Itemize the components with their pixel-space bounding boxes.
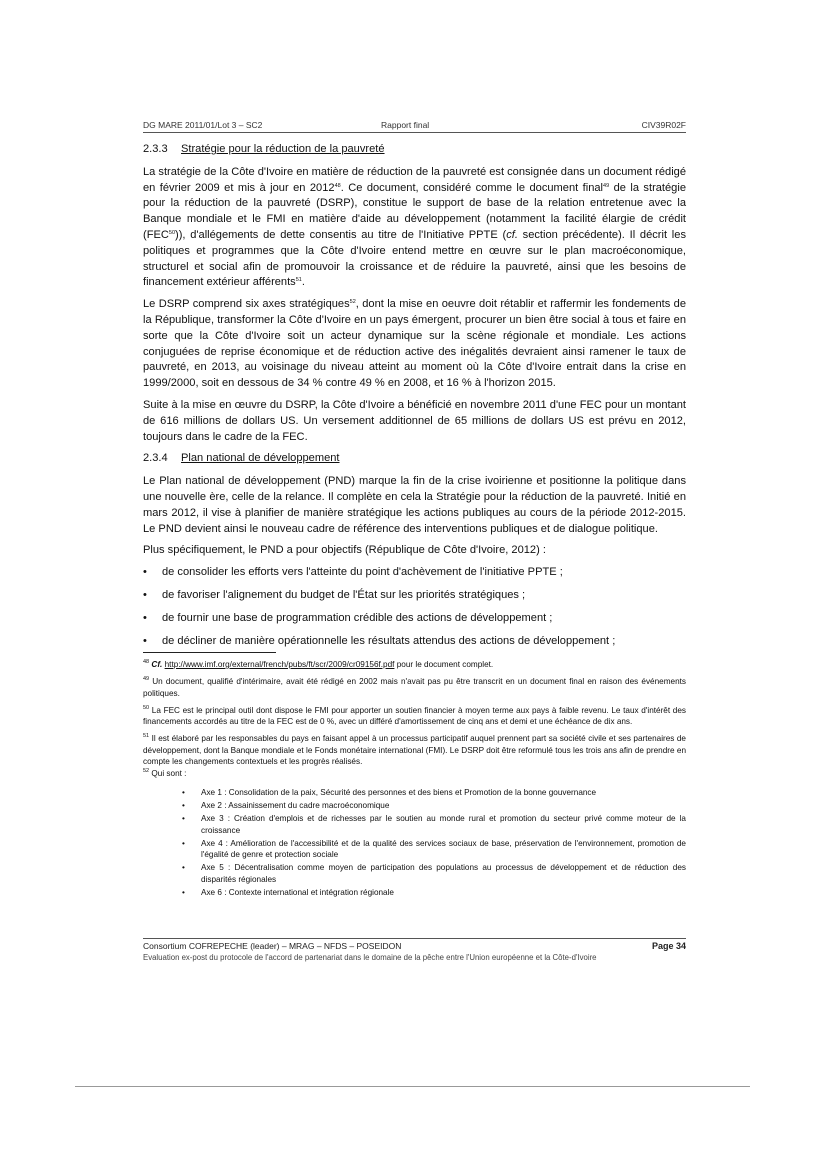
list-item: • Axe 1 : Consolidation de la paix, Sécurité des personnes et des biens et Promotion de la bonne gouvernance	[182, 787, 686, 798]
section-title: Plan national de développement	[181, 452, 340, 465]
footnote-separator	[143, 652, 276, 653]
header-right: CIV39R02F	[641, 120, 686, 130]
page-footer	[143, 938, 686, 962]
paragraph: Le DSRP comprend six axes stratégiques$^{52}$, dont la mise en oeuvre doit rétablir et raffermir les fondements de la République, transformer la Côte d'Ivoire en un pays émergent, procurer un bien être social à tous et faire en sorte que la Côte d'Ivoire soit un acteur dynamique sur la scène régionale et mondiale. Les actions conjuguées de reprise économique et de réduction active des inégalités devraient ainsi ramener le taux de pauvreté, en 2013, au voisinage du niveau atteint au moment où la Côte d'Ivoire entrait dans la crise en 1999/2000, soit en dessous de 34 % contre 49 % en 2008, et 16 % à l'horizon 2015.	[143, 298, 686, 390]
list-item: • Axe 6 : Contexte international et intégration régionale	[182, 887, 686, 898]
paragraph: Le Plan national de développement (PND) marque la fin de la crise ivoirienne et positionne la politique dans une nouvelle ère, celle de la relance. Il complète en cela la Stratégie pour la réduction de la pauvreté. Initié en mars 2012, il vise à planifier de manière stratégique les actions publiques au cours de la période 2012-2015. Le PND devient ainsi le nouveau cadre de référence des interventions publiques et de dialogue politique.	[143, 475, 686, 535]
footnote-ref[interactable]: 51	[295, 277, 302, 284]
page-header	[143, 120, 686, 133]
header-left: DG MARE 2011/01/Lot 3 – SC2	[143, 120, 263, 130]
footnotes	[143, 659, 686, 900]
page-divider	[75, 1086, 750, 1087]
section-heading-2-3-4	[143, 451, 686, 467]
footnote-link[interactable]: http://www.imf.org/external/french/pubs/ft/scr/2009/cr09156f.pdf	[164, 660, 395, 669]
objectives-list	[143, 565, 686, 649]
paragraph: La stratégie de la Côte d'Ivoire en matière de réduction de la pauvreté est consignée dans un document rédigé en février 2009 et mis à jour en 2012$^{48}$. Ce document, considéré comme le document final$^{49}$ de la stratégie pour la réduction de la pauvreté (DSRP), constitue le support de base de la relation entretenue avec la Banque mondiale et le FMI en matière d'aide au développement (notamment la facilité élargie de crédit (FEC$^{50}$)), d'allégements de dette consentis au titre de l'Initiative PPTE (cf. section précédente). Il décrit les politiques et programmes que la Côte d'Ivoire entend mettre en œuvre sur le plan macroéconomique, structurel et social afin de promouvoir la croissance et de réduire la pauvreté, ainsi que les besoins de financement extérieur afférents$^{51}$.	[143, 165, 686, 289]
list-item: • Axe 4 : Amélioration de l'accessibilité et de la qualité des services sociaux de base, préservation de l'environnement, promotion de l'égalité de genre et protection sociale	[182, 838, 686, 861]
section-heading-2-3-3	[143, 142, 686, 158]
footnote-ref[interactable]: 48	[334, 182, 341, 189]
list-item: • de fournir une base de programmation crédible des actions de développement ;	[143, 611, 686, 627]
list-item: • Axe 3 : Création d'emplois et de richesses par le soutien au monde rural et promotion du secteur privé comme moteur de la croissance	[182, 813, 686, 836]
footnote-48: $^{48}$ Cf. http://www.imf.org/external/french/pubs/ft/scr/2009/cr09156f.pdf pour le document complet.	[143, 659, 494, 669]
footer-subtitle: Evaluation ex-post du protocole de l'accord de partenariat dans le domaine de la pêche entre l'Union européenne et la Côte-d'Ivoire	[143, 953, 597, 962]
footnote-52: $^{52}$ Qui sont :	[143, 768, 187, 779]
header-center: Rapport final	[381, 120, 430, 130]
section-title: Stratégie pour la réduction de la pauvreté	[181, 143, 385, 155]
section-number: 2.3.4	[143, 452, 168, 465]
list-item: • Axe 2 : Assainissement du cadre macroéconomique	[182, 800, 686, 811]
footnote-ref[interactable]: 52	[349, 299, 356, 306]
list-item: • de décliner de manière opérationnelle les résultats attendus des actions de développement ;	[143, 634, 686, 650]
list-item: • de consolider les efforts vers l'atteinte du point d'achèvement de l'initiative PPTE ;	[143, 565, 686, 581]
footnote-49: $^{49}$ Un document, qualifié d'intérimaire, avait été rédigé en 2002 mais n'avait pas pu être transcrit en un document final en raison des événements politiques.	[143, 676, 686, 698]
main-body	[143, 142, 686, 656]
list-item: • Axe 5 : Décentralisation comme moyen de participation des populations au processus de développement et de réduction des disparités régionales	[182, 862, 686, 885]
axes-list	[143, 787, 686, 899]
page-number: Page 34	[651, 941, 686, 951]
footnote-51: $^{51}$ Il est élaboré par les responsables du pays en faisant appel à un processus participatif auquel prennent part sa société civile et ses partenaires de développement, dont la Banque mondiale et le Fonds monétaire international (FMI). Le DSRP doit être reformulé tous les trois ans afin de prendre en compte les changements contextuels et les progrès réalisés.	[143, 733, 686, 767]
footnote-50: $^{50}$ La FEC est le principal outil dont dispose le FMI pour apporter un soutien financier à moyen terme aux pays à faible revenu. Le taux d'intérêt des financements accordés au titre de la FEC est de 0 %, avec un différé d'amortissement de cinq ans et demi et une échéance de dix ans.	[143, 704, 686, 727]
list-item: • de favoriser l'alignement du budget de l'État sur les priorités stratégiques ;	[143, 588, 686, 604]
paragraph: Suite à la mise en œuvre du DSRP, la Côte d'Ivoire a bénéficié en novembre 2011 d'une FEC pour un montant de 616 millions de dollars US. Un versement additionnel de 65 millions de dollars US est prévu en 2012, toujours dans le cadre de la FEC.	[143, 398, 686, 443]
section-number: 2.3.3	[143, 143, 168, 155]
footer-consortium: Consortium COFREPECHE (leader) – MRAG – NFDS – POSEIDON	[143, 941, 402, 951]
footnote-ref[interactable]: 50	[168, 229, 176, 236]
footnote-ref[interactable]: 49	[603, 182, 610, 189]
paragraph: Plus spécifiquement, le PND a pour objectifs (République de Côte d'Ivoire, 2012) :	[143, 544, 546, 557]
